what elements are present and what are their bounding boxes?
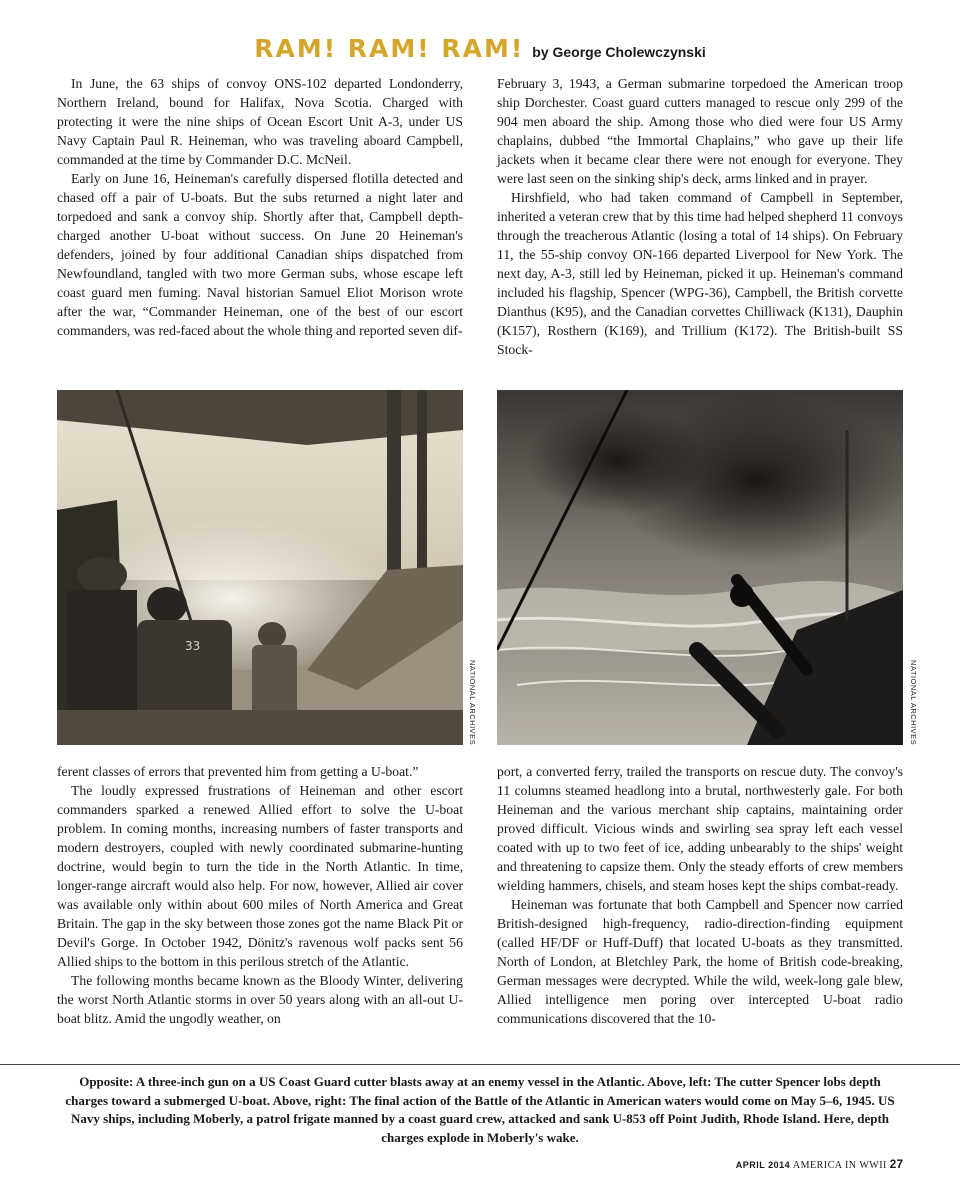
page-footer	[736, 1157, 903, 1171]
photo-credit-left: NATIONAL ARCHIVES	[468, 660, 477, 746]
hull-number-text: 33	[185, 639, 201, 653]
issue-date: APRIL 2014	[735, 1160, 791, 1170]
column-left-bottom	[57, 762, 463, 1028]
paragraph: Hirshfield, who had taken command of Campbell in September, inherited a veteran crew that by this time had helped shepherd 11 convoys through the treacherous Atlantic (losing a total of 14 ships). On February 11, the 55-ship convoy ON-166 departed Liverpool for New York. The next day, A-3, still led by Heineman, picked it up. Heineman's command included his flagship, Spencer (WPG-36), Campbell, the British corvette Dianthus (K95), and the Canadian corvettes Chilliwack (K131), Dauphin (K157), Rosthern (K169), and Trillium (K172). The British-built SS Stock-	[497, 190, 903, 357]
page-number: 27	[889, 1157, 903, 1171]
paragraph: February 3, 1943, a German submarine torpedoed the American troop ship Dorchester. Coast guard cutters managed to rescue only 299 of the 904 men aboard the ship. Among those who died were four US Army chaplains, dubbed “the Immortal Chaplains,” who gave up their life jackets when it became clear there were not enough for everyone. They were last seen on the sinking ship's deck, arms linked and in prayer.	[497, 76, 903, 186]
caption-divider	[0, 1064, 960, 1065]
column-left-top	[57, 74, 463, 340]
article-byline: by George Cholewczynski	[532, 44, 706, 60]
paragraph: In June, the 63 ships of convoy ONS-102 departed Londonderry, Northern Ireland, bound for Halifax, Nova Scotia. Charged with protecting it were the nine ships of Ocean Escort Unit A-3, under US Navy Captain Paul R. Heineman, who was traveling aboard Campbell, commanded at the time by Commander D.C. McNeil.	[57, 76, 463, 167]
paragraph: Early on June 16, Heineman's carefully dispersed flotilla detected and chased off a pair of U-boats. But the subs returned a night later and torpedoed and sank a convoy ship. Shortly after that, Campbell depth-charged another U-boat without success. On June 20 Heineman's defenders, joined by four additional Canadian ships dispatched from Newfoundland, tangled with two more German subs, whose escape left coast guard men fuming. Naval historian Samuel Eliot Morison wrote after the war, “Commander Heineman, one of the best of our escort commanders, was red-faced about the whole thing and reported seven dif-	[57, 171, 463, 338]
paragraph: The loudly expressed frustrations of Heineman and other escort commanders sparked a renewed Allied effort to solve the U-boat problem. In coming months, increasing numbers of faster transports and modern destroyers, coupled with newly coordinated submarine-hunting doctrine, would begin to turn the tide in the North Atlantic. In time, longer-range aircraft would also help. For now, however, Allied air cover was available only within about 600 miles of North America and Great Britain. The gap in the sky between those zones got the name Black Pit or Devil's Gorge. In October 1942, Dönitz's ravenous wolf packs sent 56 Allied ships to the bottom in this perilous stretch of the Atlantic.	[57, 783, 463, 969]
article-header	[0, 34, 960, 63]
paragraph: ferent classes of errors that prevented him from getting a U-boat.”	[57, 764, 419, 779]
photo-moberly-image	[497, 390, 903, 745]
column-right-top	[497, 74, 903, 359]
photo-spencer-image	[57, 390, 463, 745]
photo-moberly-depth-charges	[497, 390, 903, 745]
photo-spencer-depth-charges	[57, 390, 463, 745]
paragraph: Heineman was fortunate that both Campbell and Spencer now carried British-designed high-frequency, radio-direction-finding equipment (called HF/DF or Huff-Duff) that located U-boats as they transmitted. North of London, at Bletchley Park, the home of British code-breaking, German messages were decrypted. While the wild, week-long gale blew, Allied intelligence men poring over intercepted U-boat radio communications discovered that the 10-	[497, 897, 903, 1026]
photo-credit-right: NATIONAL ARCHIVES	[909, 660, 918, 746]
column-right-bottom	[497, 762, 903, 1028]
article-title: RAM! RAM! RAM!	[254, 34, 525, 63]
photo-caption: Opposite: A three-inch gun on a US Coast Guard cutter blasts away at an enemy vessel in the Atlantic. Above, left: The cutter Spencer lobs depth charges toward a submerged U-boat. Above, right: The final action of the Battle of the Atlantic in American waters would come on May 5–6, 1945. US Navy ships, including Moberly, a patrol frigate manned by a coast guard crew, attacked and sank U-853 off Point Judith, Rhode Island. Here, depth charges explode in Moberly's wake.	[65, 1074, 895, 1145]
paragraph: The following months became known as the Bloody Winter, delivering the worst North Atlantic storms in over 50 years along with an all-out U-boat blitz. Amid the ungodly weather, on	[57, 973, 463, 1026]
paragraph: port, a converted ferry, trailed the transports on rescue duty. The convoy's 11 columns steamed headlong into a brutal, northwesterly gale. For both Heineman and the various merchant ship captains, maintaining order proved difficult. Vicious winds and swirling sea spray left each vessel coated with up to two feet of ice, adding unbearably to the ships' weight and threatening to capsize them. Only the steady efforts of crew members wielding hammers, chisels, and steam hoses kept the ships combat-ready.	[497, 764, 903, 893]
magazine-name: AMERICA IN WWII	[792, 1160, 887, 1171]
